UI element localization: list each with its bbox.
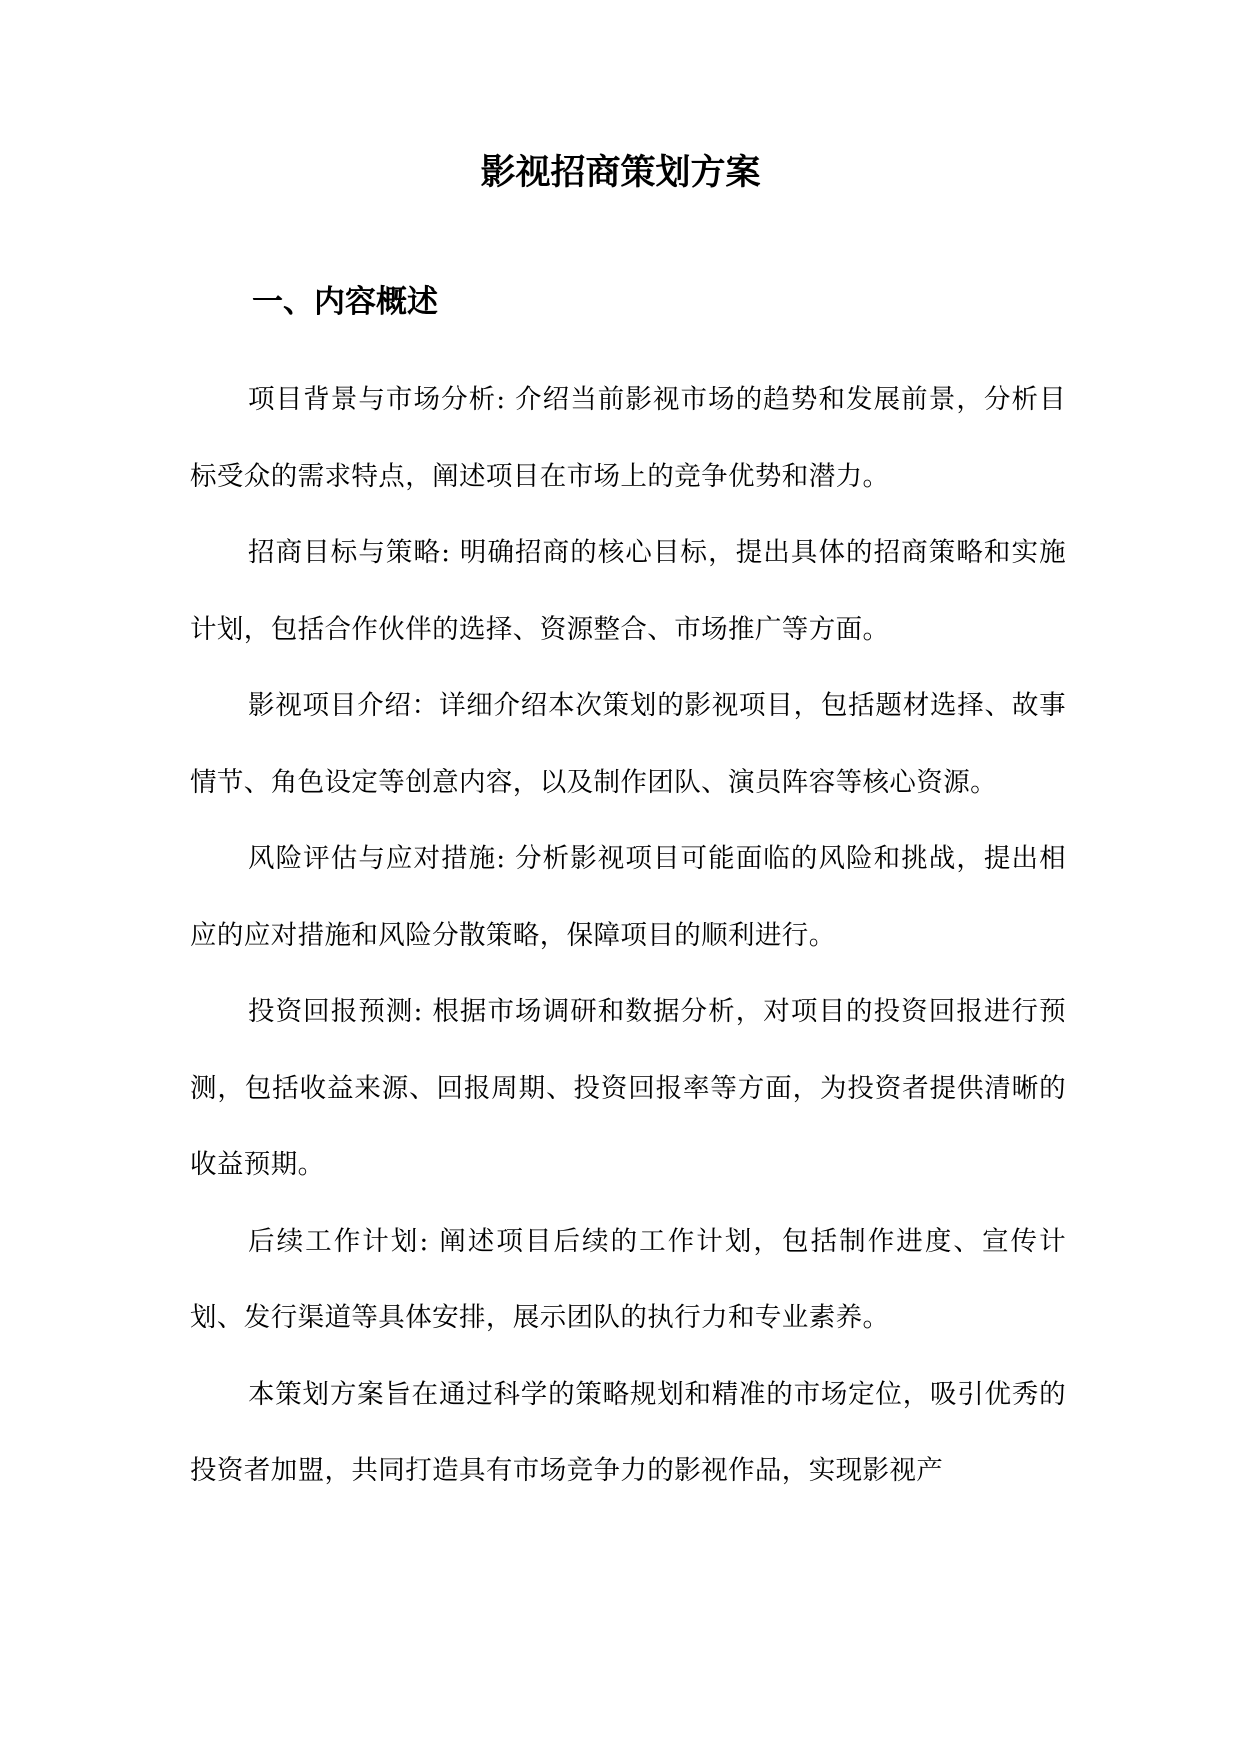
paragraph-return-forecast: 投资回报预测: 根据市场调研和数据分析，对项目的投资回报进行预测，包括收益来源、回报周期、投资回报率等方面，为投资者提供清晰的收益预期。: [190, 996, 1066, 1180]
section-heading: 一、内容概述: [252, 284, 438, 320]
document-body: [190, 362, 1066, 1510]
document-title: 影视招商策划方案: [480, 152, 761, 193]
paragraph-investment-goals: 招商目标与策略: 明确招商的核心目标，提出具体的招商策略和实施计划，包括合作伙伴的选择、资源整合、市场推广等方面。: [190, 537, 1066, 645]
paragraph-summary: 本策划方案旨在通过科学的策略规划和精准的市场定位，吸引优秀的投资者加盟，共同打造具有市场竞争力的影视作品，实现影视产: [190, 1378, 1066, 1486]
paragraph-project-background: 项目背景与市场分析: 介绍当前影视市场的趋势和发展前景，分析目标受众的需求特点，阐述项目在市场上的竞争优势和潜力。: [190, 384, 1066, 492]
paragraph-risk-assessment: 风险评估与应对措施: 分析影视项目可能面临的风险和挑战，提出相应的应对措施和风险分散策略，保障项目的顺利进行。: [190, 843, 1066, 951]
paragraph-project-intro: 影视项目介绍：详细介绍本次策划的影视项目，包括题材选择、故事情节、角色设定等创意内容，以及制作团队、演员阵容等核心资源。: [190, 690, 1066, 798]
paragraph-follow-up-plan: 后续工作计划: 阐述项目后续的工作计划，包括制作进度、宣传计划、发行渠道等具体安排，展示团队的执行力和专业素养。: [190, 1225, 1066, 1333]
